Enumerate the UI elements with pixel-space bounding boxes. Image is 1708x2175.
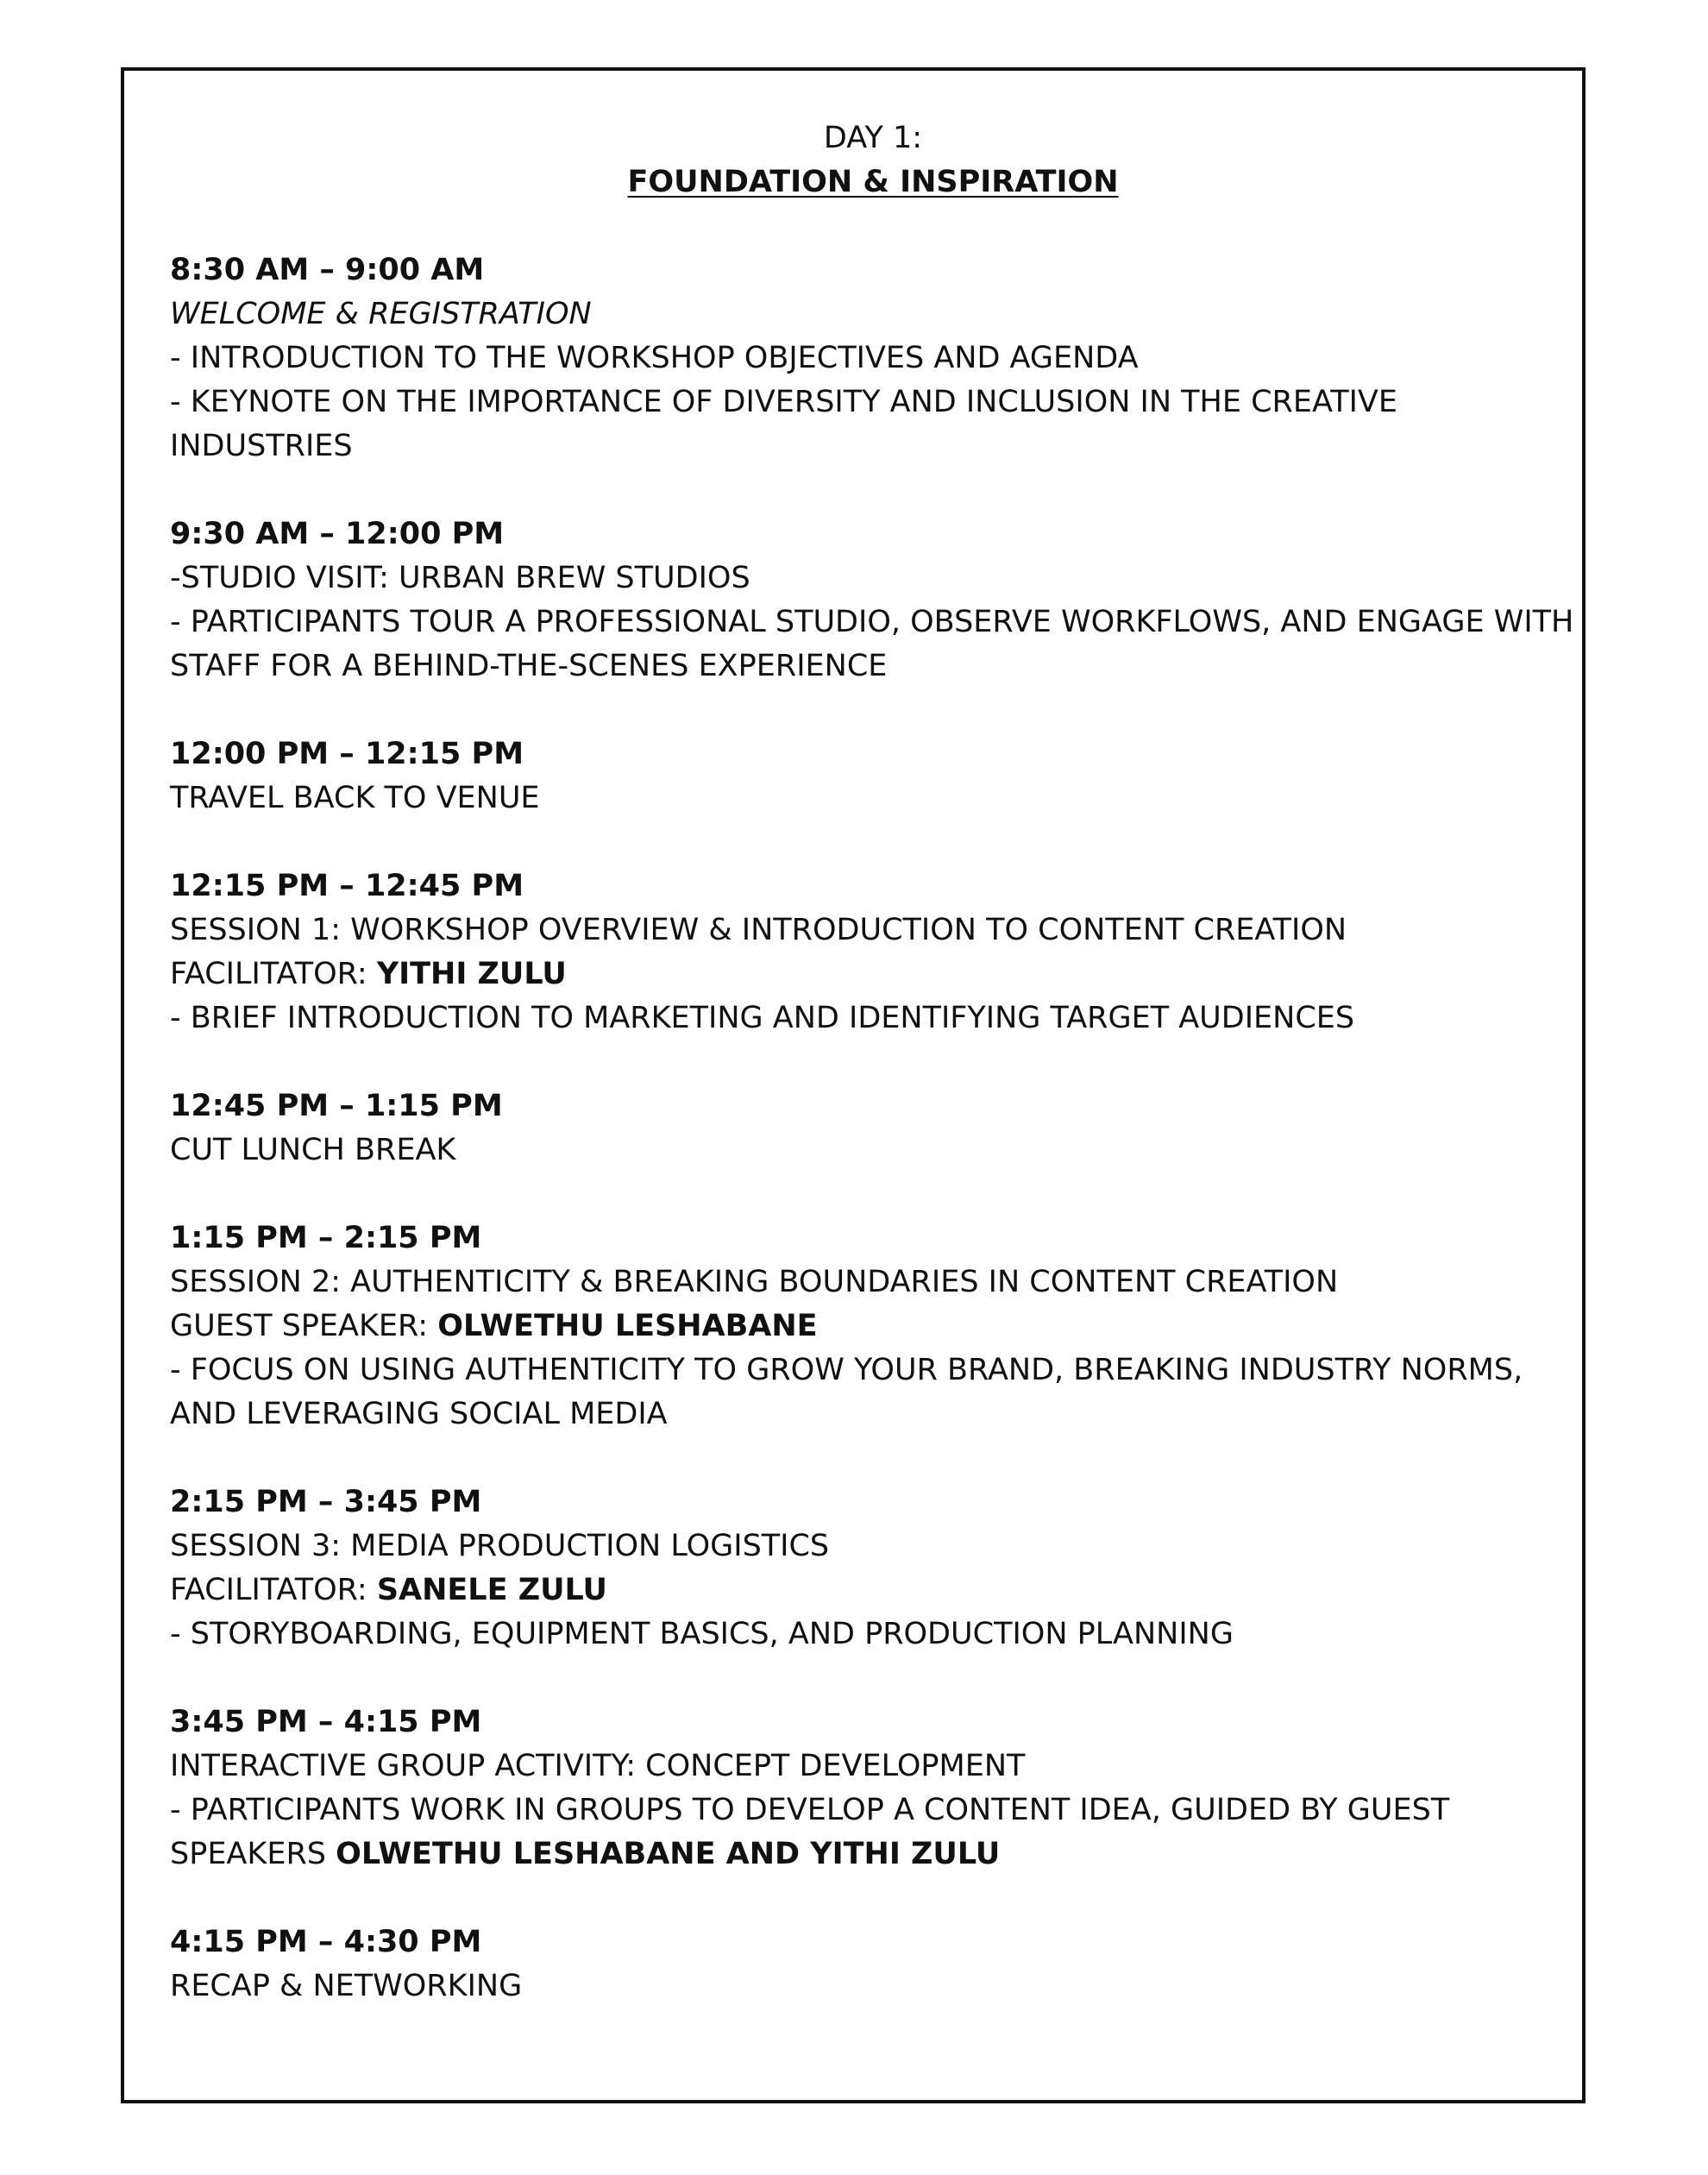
session-bullet: - INTRODUCTION TO THE WORKSHOP OBJECTIVES AND AGENDA bbox=[170, 341, 1139, 375]
bullet-text: SPEAKERS bbox=[170, 1837, 336, 1871]
session-title: SESSION 3: MEDIA PRODUCTION LOGISTICS bbox=[170, 1529, 830, 1563]
agenda-item bbox=[170, 512, 1593, 688]
session-title: WELCOME & REGISTRATION bbox=[170, 297, 592, 331]
agenda-item bbox=[170, 1084, 1593, 1172]
session-title: TRAVEL BACK TO VENUE bbox=[170, 781, 540, 815]
session-bullet-continuation: AND LEVERAGING SOCIAL MEDIA bbox=[170, 1397, 668, 1431]
agenda-item bbox=[170, 864, 1593, 1040]
session-time: 4:15 PM – 4:30 PM bbox=[170, 1925, 482, 1959]
session-time: 12:45 PM – 1:15 PM bbox=[170, 1089, 503, 1123]
person-name: YITHI ZULU bbox=[376, 957, 567, 991]
agenda-item bbox=[170, 732, 1593, 820]
session-bullet: - STORYBOARDING, EQUIPMENT BASICS, AND PRODUCTION PLANNING bbox=[170, 1617, 1234, 1651]
session-bullet-continuation bbox=[170, 1832, 1593, 1876]
person-name: SANELE ZULU bbox=[376, 1573, 607, 1607]
day-label: DAY 1: bbox=[823, 121, 923, 155]
agenda-document bbox=[170, 116, 1593, 2008]
session-bullet: - KEYNOTE ON THE IMPORTANCE OF DIVERSITY AND INCLUSION IN THE CREATIVE bbox=[170, 385, 1397, 419]
day-header bbox=[170, 116, 1576, 204]
session-bullet-continuation: STAFF FOR A BEHIND-THE-SCENES EXPERIENCE bbox=[170, 649, 888, 683]
session-title: INTERACTIVE GROUP ACTIVITY: CONCEPT DEVELOPMENT bbox=[170, 1749, 1026, 1783]
session-bullet: - PARTICIPANTS TOUR A PROFESSIONAL STUDIO, OBSERVE WORKFLOWS, AND ENGAGE WITH bbox=[170, 605, 1574, 639]
agenda-item bbox=[170, 1216, 1593, 1436]
session-time: 12:00 PM – 12:15 PM bbox=[170, 737, 524, 771]
session-speaker bbox=[170, 1304, 1593, 1348]
session-time: 2:15 PM – 3:45 PM bbox=[170, 1485, 482, 1519]
session-time: 1:15 PM – 2:15 PM bbox=[170, 1221, 482, 1255]
session-title: RECAP & NETWORKING bbox=[170, 1969, 523, 2003]
session-time: 9:30 AM – 12:00 PM bbox=[170, 517, 505, 551]
role-label: FACILITATOR: bbox=[170, 1573, 377, 1607]
session-time: 3:45 PM – 4:15 PM bbox=[170, 1705, 482, 1739]
session-title: SESSION 2: AUTHENTICITY & BREAKING BOUNDARIES IN CONTENT CREATION bbox=[170, 1265, 1339, 1299]
session-title: CUT LUNCH BREAK bbox=[170, 1133, 456, 1167]
role-label: FACILITATOR: bbox=[170, 957, 377, 991]
session-bullet-continuation: INDUSTRIES bbox=[170, 429, 353, 463]
day-title: FOUNDATION & INSPIRATION bbox=[627, 165, 1119, 199]
session-title: SESSION 1: WORKSHOP OVERVIEW & INTRODUCTION TO CONTENT CREATION bbox=[170, 913, 1347, 947]
person-name: OLWETHU LESHABANE bbox=[437, 1309, 818, 1343]
session-bullet: - FOCUS ON USING AUTHENTICITY TO GROW YOUR BRAND, BREAKING INDUSTRY NORMS, bbox=[170, 1353, 1523, 1387]
session-facilitator bbox=[170, 1568, 1593, 1612]
agenda-item bbox=[170, 1700, 1593, 1876]
session-time: 8:30 AM – 9:00 AM bbox=[170, 253, 485, 287]
agenda-item bbox=[170, 1480, 1593, 1656]
session-bullet: - BRIEF INTRODUCTION TO MARKETING AND IDENTIFYING TARGET AUDIENCES bbox=[170, 1001, 1355, 1035]
role-label: GUEST SPEAKER: bbox=[170, 1309, 438, 1343]
person-names: OLWETHU LESHABANE AND YITHI ZULU bbox=[336, 1837, 1001, 1871]
session-facilitator bbox=[170, 952, 1593, 996]
agenda-item bbox=[170, 248, 1593, 468]
session-time: 12:15 PM – 12:45 PM bbox=[170, 869, 524, 903]
agenda-item bbox=[170, 1920, 1593, 2008]
session-title: -STUDIO VISIT: URBAN BREW STUDIOS bbox=[170, 561, 750, 595]
session-bullet: - PARTICIPANTS WORK IN GROUPS TO DEVELOP A CONTENT IDEA, GUIDED BY GUEST bbox=[170, 1793, 1450, 1827]
